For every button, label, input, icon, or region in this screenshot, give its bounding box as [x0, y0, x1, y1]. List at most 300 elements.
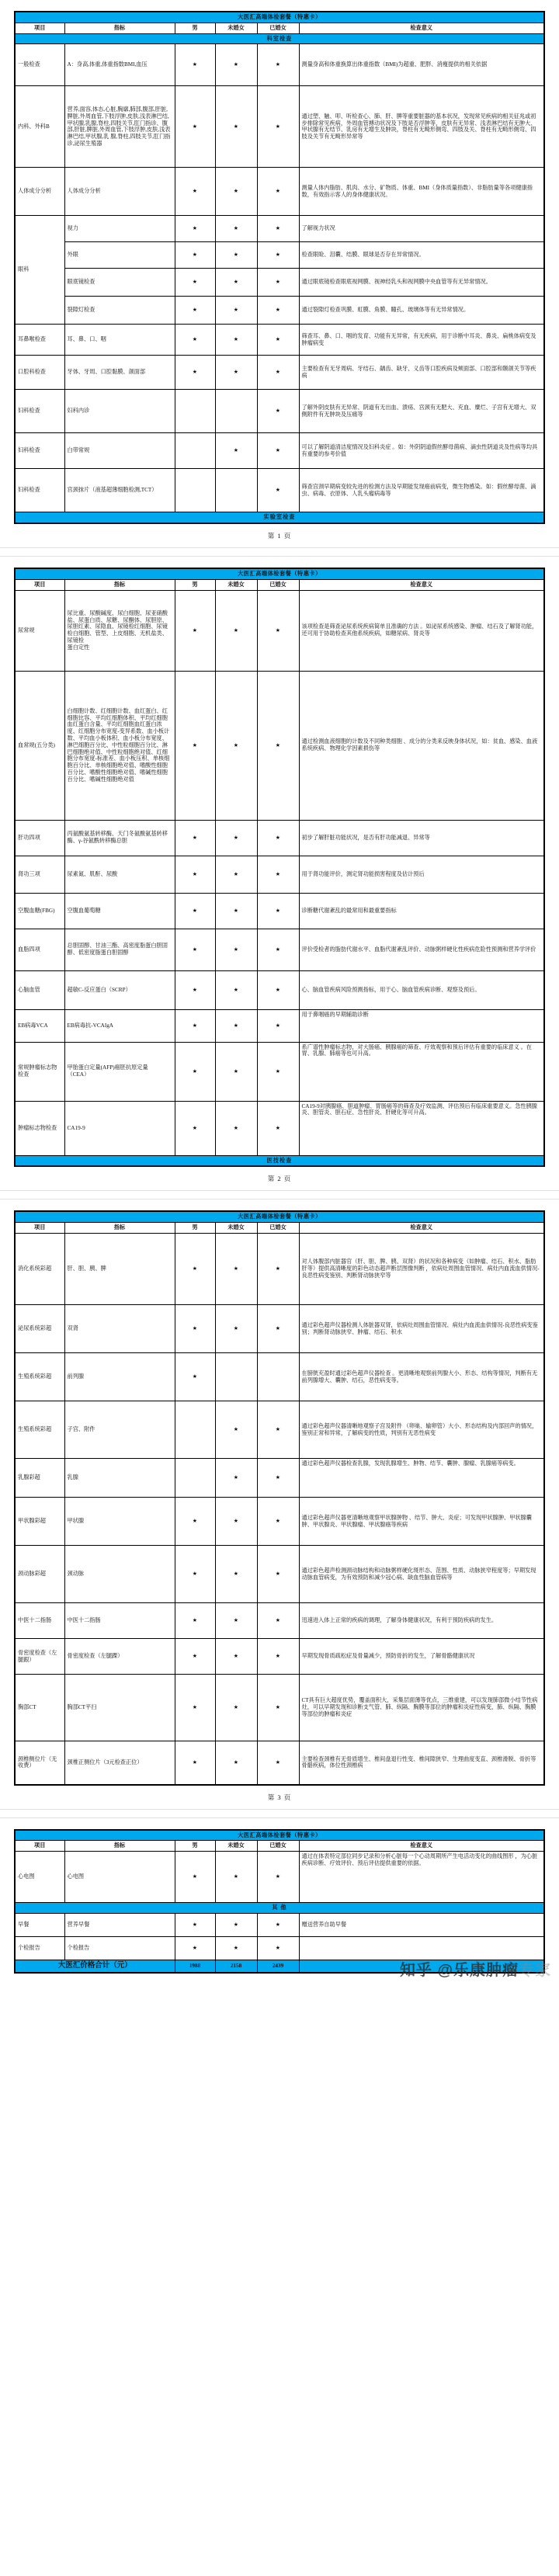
row-unmarried-mark: ★	[215, 1009, 257, 1042]
table-row	[15, 433, 544, 469]
row-married-mark: ★	[257, 433, 299, 469]
row-indicator: 白细胞计数、红细胞计数、血红蛋白、红细胞比容、平均红细胞体积、平均红细胞血红蛋白含量、平均红细胞血红蛋白浓度、红细胞分布宽度-变异系数、血小板计数、平均血小板体积、血小板分布宽度、淋巴细胞百分比、中性粒细胞百分比、淋巴细胞绝对值、中性粒细胞绝对值、红细胞分布宽度-标准差、血小板压积、单核细胞百分比、单核细胞绝对值、嗜酸性细胞百分比、嗜酸性细胞绝对值、嗜碱性细胞百分比、嗜碱性细胞绝对值	[64, 671, 175, 820]
row-meaning: 筛查宫颈早期病变较先进的检测方法及早期能发现癌前病变，微生物感染。如：假丝酵母菌、滴虫、病毒、衣原体、人乳头瘤病毒等	[299, 469, 544, 512]
row-male-mark: ★	[175, 1546, 215, 1603]
row-male-mark: ★	[175, 1675, 215, 1741]
row-unmarried-mark: ★	[215, 856, 257, 893]
row-married-mark: ★	[257, 356, 299, 390]
row-item: 肿瘤标志物检查	[15, 1101, 64, 1155]
price-total-married: 2439	[257, 1960, 299, 1973]
row-unmarried-mark: ★	[215, 242, 257, 269]
row-married-mark: ★	[257, 1741, 299, 1785]
table-row	[15, 325, 544, 356]
row-indicator: 营养,面容,体态,心脏,胸廓,肺部,腹部,肝脏,脾脏,外周血管,下肢浮肿,皮肤,浅表淋巴结,甲状腺,乳腺,脊柱,四肢关节,肛门指诊、腹部,肝脏,脾脏,外周血管,下肢浮肿,皮肤,浅表淋巴结,甲状腺,乳 腺,脊柱,四肢关节,肛门指诊,泌尿生殖器	[64, 86, 175, 168]
row-meaning: 该项检查是筛查泌尿系统疾病简单且准确的方法 。如泌尿系统感染、肿瘤、结石及了解肾功能，还可用于协助检查其他系统疾病，如糖尿病、肾炎等	[299, 590, 544, 671]
table-title-row	[15, 568, 544, 579]
row-indicator: 外眼	[64, 242, 175, 269]
row-indicator: 颈椎正侧位片（3元检查正位）	[64, 1741, 175, 1785]
row-item: 中医十二指肠	[15, 1603, 64, 1639]
table-row	[15, 86, 544, 168]
table-row	[15, 1936, 544, 1960]
table-row	[15, 1009, 544, 1042]
row-indicator: 尿素氮、肌酐、尿酸	[64, 856, 175, 893]
row-married-mark: ★	[257, 168, 299, 216]
row-unmarried-mark: ★	[215, 86, 257, 168]
table-row	[15, 1305, 544, 1353]
row-item: 乳腺彩超	[15, 1459, 64, 1498]
row-item: 人体成分分析	[15, 168, 64, 216]
row-unmarried-mark: ★	[215, 1401, 257, 1459]
row-male-mark: ★	[175, 820, 215, 856]
row-unmarried-mark: ★	[215, 1936, 257, 1960]
document-page-3	[0, 1199, 559, 1808]
page-number: 第 1 页	[267, 532, 292, 540]
section-header-lab	[15, 512, 544, 523]
row-married-mark: ★	[257, 1913, 299, 1936]
row-male-mark: ★	[175, 297, 215, 325]
row-unmarried-mark: ★	[215, 970, 257, 1009]
row-meaning: 早期发现骨质疏松症及骨量减少，预防骨折的发生，了解骨骼健康状况	[299, 1639, 544, 1675]
row-meaning: 通过彩色超声仪器更清晰地观察甲状腺肿物 、结节、肿大、炎症；可发现甲状腺肿、甲状腺囊肿、甲状腺炎、甲状腺瘤、甲状腺癌等疾病	[299, 1498, 544, 1546]
row-item: 妇科检查	[15, 433, 64, 469]
row-unmarried-mark: ★	[215, 1234, 257, 1305]
row-male-mark	[175, 390, 215, 433]
table-row	[15, 269, 544, 297]
row-male-mark: ★	[175, 1042, 215, 1101]
row-indicator: 尿比重、尿酸碱度、尿白细胞、尿亚硝酸盐、尿蛋白质、尿糖、尿酮体、尿胆原、尿胆红素、尿隐血、尿镜检红细胞、尿镜检白细胞、管型、上皮细胞、无机盐类、尿镜检 蛋白定性	[64, 590, 175, 671]
row-item: 颈椎侧位片（无收费）	[15, 1741, 64, 1785]
row-indicator: 双肾	[64, 1305, 175, 1353]
table-row	[15, 929, 544, 970]
row-male-mark: ★	[175, 1603, 215, 1639]
row-married-mark: ★	[257, 1459, 299, 1498]
row-indicator: 白带常规	[64, 433, 175, 469]
row-meaning: CT具有巨大超度优势，覆盖面积大，采集层面薄等优点，三维重建，可以发现肺部微小结节性病灶，可以早期发现和诊断支气管、肺、纵隔、胸膜等部位的肿瘤和炎症性病变，肺、纵隔、胸膜等部位的肿瘤和炎症	[299, 1675, 544, 1741]
row-meaning: 评价受检者的脂肪代谢水平、血脂代谢紊乱评价、动脉粥样硬化性疾病危险性预测和营养学评价	[299, 929, 544, 970]
row-male-mark: ★	[175, 893, 215, 929]
row-male-mark: ★	[175, 44, 215, 86]
row-unmarried-mark: ★	[215, 1675, 257, 1741]
table-title: 大医汇高端体检套餐（特惠卡）	[15, 12, 544, 23]
row-male-mark: ★	[175, 1353, 215, 1401]
table-row	[15, 44, 544, 86]
row-item: 甲状腺彩超	[15, 1498, 64, 1546]
row-male-mark: ★	[175, 242, 215, 269]
row-unmarried-mark: ★	[215, 1101, 257, 1155]
table-row	[15, 168, 544, 216]
row-married-mark: ★	[257, 1234, 299, 1305]
row-unmarried-mark: ★	[215, 1498, 257, 1546]
row-married-mark: ★	[257, 929, 299, 970]
row-unmarried-mark: ★	[215, 1913, 257, 1936]
row-male-mark: ★	[175, 168, 215, 216]
table-row	[15, 856, 544, 893]
row-meaning: 通过塑、触、叩、听检查心、肺、肝、脾等重要脏器的基本状况，发现常见疾病的相关征兆或初步排除常见疾病，外周血管搏动状况及下肢是否浮肿等，皮肤有无异常、浅表淋巴结有无肿大、甲状腺有无结节、乳房有无增生及肿块，脊柱有无畸形侧弯、四肢及关、脊柱有无畸形侧弯、四肢及关节有无畸形异常等	[299, 86, 544, 168]
row-indicator: 胸部CT平扫	[64, 1675, 175, 1741]
row-married-mark: ★	[257, 1852, 299, 1903]
table-row	[15, 1913, 544, 1936]
row-item: 肾功三项	[15, 856, 64, 893]
col-header-unmarried-female: 未婚女	[215, 1223, 257, 1234]
row-married-mark: ★	[257, 820, 299, 856]
table-row	[15, 1675, 544, 1741]
table-title: 大医汇高端体检套餐（特惠卡）	[15, 1830, 544, 1841]
row-meaning: 通过检测血液细胞的计数及不同种类细胞 、成分的分类来反映身体状况，如：贫血、感染、血液系统疾病、物理化学因素损伤等	[299, 671, 544, 820]
row-male-mark	[175, 1459, 215, 1498]
table-row	[15, 970, 544, 1009]
row-married-mark	[257, 1353, 299, 1401]
row-item: 内科、外科B	[15, 86, 64, 168]
row-male-mark: ★	[175, 1741, 215, 1785]
row-married-mark: ★	[257, 1639, 299, 1675]
col-header-male: 男	[175, 1223, 215, 1234]
row-married-mark: ★	[257, 671, 299, 820]
row-male-mark: ★	[175, 216, 215, 242]
row-item: 泌尿系统彩超	[15, 1305, 64, 1353]
document-page-2	[0, 557, 559, 1190]
row-meaning: 通过彩色超声仪器检查乳腺，发现乳腺增生、肿物、结节、囊肿、腺瘤、乳腺癌等病变。	[299, 1459, 544, 1498]
col-header-married-female: 已婚女	[257, 23, 299, 33]
section-header-other	[15, 1903, 544, 1914]
col-header-meaning: 检查意义	[299, 1841, 544, 1852]
section-label: 其 他	[15, 1903, 544, 1914]
table-row	[15, 820, 544, 856]
row-item: 胸部CT	[15, 1675, 64, 1741]
row-meaning: 迅速进入体上正常的疾病的调理，了解身体健康状况，有利于预防疾病的发生。	[299, 1603, 544, 1639]
row-married-mark: ★	[257, 390, 299, 433]
row-male-mark: ★	[175, 929, 215, 970]
table-row	[15, 1459, 544, 1498]
col-header-meaning: 检查意义	[299, 579, 544, 590]
row-item: 个检报告	[15, 1936, 64, 1960]
row-unmarried-mark: ★	[215, 325, 257, 356]
table-row	[15, 1852, 544, 1903]
col-header-item: 项目	[15, 1223, 64, 1234]
row-meaning: 主要检查颈椎有无骨质增生、椎间盘退行性变、椎间隙狭窄、生理曲度变直、颈椎滑脱、骨折等骨骼疾病，体位性颈椎病	[299, 1741, 544, 1785]
table-row	[15, 1603, 544, 1639]
row-indicator: EB病毒抗-VCAIgA	[64, 1009, 175, 1042]
page-separator	[0, 1190, 559, 1199]
row-meaning: 可以了解阴道清洁度情况及妇科炎症 。如：外阴阴道假丝酵母菌病、滴虫性阴道炎及性病等均具有重要的参考价值	[299, 433, 544, 469]
col-header-item: 项目	[15, 23, 64, 33]
exam-table-page-2	[14, 568, 545, 1167]
row-meaning: 检查眼睑、泪囊、结膜、眼球是否存在异常情况。	[299, 242, 544, 269]
row-item: EB病毒VCA	[15, 1009, 64, 1042]
col-header-indicator: 指标	[64, 1841, 175, 1852]
col-header-item: 项目	[15, 579, 64, 590]
row-unmarried-mark: ★	[215, 1042, 257, 1101]
row-male-mark: ★	[175, 356, 215, 390]
table-row	[15, 1401, 544, 1459]
row-meaning: 通过眼底镜检查眼底视网膜、视神经乳头和视网膜中央血管等有无异常情况。	[299, 269, 544, 297]
row-indicator: 牙体、牙周、口腔黏膜、颌面部	[64, 356, 175, 390]
col-header-item: 项目	[15, 1841, 64, 1852]
row-meaning: 通过裂隙灯检查巩膜、虹膜、角膜、瞳孔、玻璃体等有无异常情况。	[299, 297, 544, 325]
row-male-mark: ★	[175, 1101, 215, 1155]
row-married-mark: ★	[257, 242, 299, 269]
row-indicator: 空腹血葡萄糖	[64, 893, 175, 929]
row-meaning: 通过彩色超声检测颈动脉结构和动脉粥样硬化斑形态、范围、性质、动脉狭窄程度等；早期发现动脉血管病变，为有效预防和减少冠心病、缺血性脑血管病等	[299, 1546, 544, 1603]
table-row	[15, 1639, 544, 1675]
row-meaning: 对人体腹部内脏器官（肝、胆、脾、胰、双肾）的状况和各种病变（如肿瘤、结石、积水、脂肪肝等）提供高清晰度的彩色动态超声断层图像判断 ，依病灶周围血管情况、病灶内血流血供情况-良恶性病变鉴别、判断肾动脉狭窄等	[299, 1234, 544, 1305]
row-unmarried-mark: ★	[215, 216, 257, 242]
row-male-mark: ★	[175, 1852, 215, 1903]
row-married-mark: ★	[257, 297, 299, 325]
section-header-department	[15, 33, 544, 44]
row-meaning: 测量人体内脂肪、肌肉、水分、矿物质、体重、BMI（身体质量指数）、非脂肪量等各项健康指数，有效指示客人的身体健康状况。	[299, 168, 544, 216]
row-item: 早餐	[15, 1913, 64, 1936]
col-header-indicator: 指标	[64, 23, 175, 33]
table-row	[15, 1042, 544, 1101]
row-unmarried-mark: ★	[215, 433, 257, 469]
row-meaning: 通过彩色超声仪器清晰地观察子宫及附件 （卵巢、输卵管）大小、形态结构及内部回声的情况，鉴别正常和异常，了解病变的性质，判别有无恶性病变	[299, 1401, 544, 1459]
row-married-mark: ★	[257, 590, 299, 671]
table-row	[15, 297, 544, 325]
col-header-meaning: 检查意义	[299, 1223, 544, 1234]
row-meaning: 诊断糖代谢紊乱的最常用和最重要指标	[299, 893, 544, 929]
col-header-male: 男	[175, 1841, 215, 1852]
row-married-mark: ★	[257, 325, 299, 356]
row-indicator: 子宫、附件	[64, 1401, 175, 1459]
section-label: 实验室检查	[15, 512, 544, 523]
col-header-indicator: 指标	[64, 579, 175, 590]
row-item: 妇科检查	[15, 390, 64, 433]
row-unmarried-mark: ★	[215, 671, 257, 820]
row-item: 血常规(五分类)	[15, 671, 64, 820]
col-header-meaning: 检查意义	[299, 23, 544, 33]
row-male-mark: ★	[175, 1639, 215, 1675]
row-item: 常规肿瘤标志物检查	[15, 1042, 64, 1101]
row-unmarried-mark: ★	[215, 356, 257, 390]
row-indicator: 颈动脉	[64, 1546, 175, 1603]
row-male-mark: ★	[175, 1234, 215, 1305]
table-row	[15, 242, 544, 269]
table-header-row	[15, 579, 544, 590]
table-title-row	[15, 1830, 544, 1841]
row-married-mark: ★	[257, 1936, 299, 1960]
row-male-mark: ★	[175, 86, 215, 168]
col-header-male: 男	[175, 579, 215, 590]
table-row	[15, 390, 544, 433]
row-meaning: 通过彩色超声仪器检测人体脏器双肾，依病灶周围血管情况、病灶内血流血供情况-良恶性病变鉴别；判断肾动脉狭窄、肿瘤、结石、积水	[299, 1305, 544, 1353]
row-indicator: 肝、胆、胰、脾	[64, 1234, 175, 1305]
price-total-male: 1988	[175, 1960, 215, 1973]
col-header-married-female: 已婚女	[257, 579, 299, 590]
row-indicator: 总胆固醇、甘油三酯、高密度脂蛋白胆固醇、低密度脂蛋白胆固醇	[64, 929, 175, 970]
row-meaning: 用于鼻咽癌的早期辅助诊断	[299, 1009, 544, 1042]
row-item: 耳鼻喉检查	[15, 325, 64, 356]
row-item: 血脂四项	[15, 929, 64, 970]
row-unmarried-mark: ★	[215, 893, 257, 929]
row-male-mark: ★	[175, 1305, 215, 1353]
row-indicator: 眼底镜检查	[64, 269, 175, 297]
row-item: 口腔科检查	[15, 356, 64, 390]
price-total-unmarried: 2158	[215, 1960, 257, 1973]
table-row	[15, 1546, 544, 1603]
table-row	[15, 893, 544, 929]
row-indicator: 前列腺	[64, 1353, 175, 1401]
row-meaning: 了解外阴皮肤有无异常、阴道有无出血、溃疡、宫颈有无肥大、充血、糜烂、子宫有无增大、双侧附件有无肿块及压痛等	[299, 390, 544, 433]
row-unmarried-mark: ★	[215, 1546, 257, 1603]
price-total-row	[15, 1960, 544, 1973]
row-married-mark: ★	[257, 44, 299, 86]
row-married-mark: ★	[257, 1498, 299, 1546]
row-male-mark: ★	[175, 325, 215, 356]
row-meaning: 初步了解肝脏功能状况，是否有肝功能减退、异常等	[299, 820, 544, 856]
row-unmarried-mark: ★	[215, 590, 257, 671]
page-separator	[0, 1809, 559, 1818]
row-indicator: 丙氨酸氨基转移酶、天门冬氨酸氨基转移酶、γ-谷氨酰转移酶总胆	[64, 820, 175, 856]
row-meaning: 系广谱性肿瘤标志物，对大肠癌、胰腺癌的筛查、疗效观察和预后评估有重要的临床意义 。在胃、乳腺、肺癌等也可升高。	[299, 1042, 544, 1101]
row-indicator: 宫颈抹片（液基超薄细胞检测,TCT）	[64, 469, 175, 512]
watermark-main: 知乎 @乐康肿瘤	[399, 1962, 519, 1980]
row-meaning: 测量身高和体重换算出体重指数（BMI)为超重、肥胖、消瘦提供的相关依据	[299, 44, 544, 86]
row-indicator: 裂隙灯检查	[64, 297, 175, 325]
row-married-mark: ★	[257, 216, 299, 242]
page-number: 第 2 页	[267, 1175, 292, 1183]
exam-table-page-4	[14, 1829, 545, 1974]
watermark-fade: 专家	[519, 1962, 551, 1980]
row-meaning: CA19-9对胰腺癌、胆道肿瘤、胃肠癌等的筛查及疗效监测、评估预后有临床重要意义。急性胰腺炎、胆管炎、胆石症、急性肝炎、肝硬化等可升高。	[299, 1101, 544, 1155]
row-item: 生殖系统彩超	[15, 1353, 64, 1401]
row-meaning: 了解视力状况	[299, 216, 544, 242]
row-meaning: 心、脑血管疾病风险预测指标，用于心、脑血管疾病诊断、观察及预后。	[299, 970, 544, 1009]
row-indicator: 视力	[64, 216, 175, 242]
row-male-mark: ★	[175, 970, 215, 1009]
table-header-row	[15, 1223, 544, 1234]
row-indicator: 中医十二指肠	[64, 1603, 175, 1639]
row-meaning: 在膀胱充盈时通过彩色超声仪器检查 。更清晰地观察前列腺大小、形态、结构等情况，判断有无前列腺增大、囊肿、结石，恶性病变等。	[299, 1353, 544, 1401]
table-title: 大医汇高端体检套餐（特惠卡）	[15, 1211, 544, 1222]
row-married-mark: ★	[257, 469, 299, 512]
row-item: 空腹血糖(FBG)	[15, 893, 64, 929]
exam-table-page-3	[14, 1210, 545, 1785]
table-row	[15, 1498, 544, 1546]
table-title: 大医汇高端体检套餐（特惠卡）	[15, 568, 544, 579]
row-indicator: 超敏C-反应蛋白（SCRP）	[64, 970, 175, 1009]
row-male-mark	[175, 1401, 215, 1459]
row-male-mark: ★	[175, 1498, 215, 1546]
col-header-indicator: 指标	[64, 1223, 175, 1234]
table-row	[15, 469, 544, 512]
row-married-mark: ★	[257, 856, 299, 893]
table-row	[15, 1101, 544, 1155]
row-male-mark: ★	[175, 1009, 215, 1042]
table-row	[15, 671, 544, 820]
price-total-meaning	[299, 1960, 544, 1973]
row-male-mark: ★	[175, 1913, 215, 1936]
col-header-unmarried-female: 未婚女	[215, 579, 257, 590]
table-header-row	[15, 23, 544, 33]
row-unmarried-mark: ★	[215, 297, 257, 325]
row-indicator: 心电图	[64, 1852, 175, 1903]
price-total-label: 大医汇价格合计（元）	[15, 1960, 175, 1973]
row-unmarried-mark	[215, 469, 257, 512]
section-label: 医技检查	[15, 1155, 544, 1166]
row-meaning: 用于肾功能评价，测定肾功能损害程度及估计预后	[299, 856, 544, 893]
row-male-mark: ★	[175, 590, 215, 671]
row-unmarried-mark: ★	[215, 269, 257, 297]
col-header-married-female: 已婚女	[257, 1223, 299, 1234]
row-indicator: 乳腺	[64, 1459, 175, 1498]
page-separator	[0, 547, 559, 557]
row-married-mark: ★	[257, 1675, 299, 1741]
row-item: 尿常规	[15, 590, 64, 671]
row-indicator: A：身高,体重,体重指数BMI,血压	[64, 44, 175, 86]
row-meaning	[299, 1936, 544, 1960]
row-indicator: 甲状腺	[64, 1498, 175, 1546]
row-male-mark: ★	[175, 671, 215, 820]
row-unmarried-mark: ★	[215, 1639, 257, 1675]
row-unmarried-mark: ★	[215, 1459, 257, 1498]
row-meaning: 赠送营养自助早餐	[299, 1913, 544, 1936]
row-married-mark: ★	[257, 1009, 299, 1042]
row-indicator: 个检报告	[64, 1936, 175, 1960]
row-indicator: 骨密度检查（左腿踝）	[64, 1639, 175, 1675]
table-row	[15, 1741, 544, 1785]
row-unmarried-mark: ★	[215, 929, 257, 970]
row-item: 肝功四项	[15, 820, 64, 856]
row-married-mark: ★	[257, 1401, 299, 1459]
row-item: 心脑血管	[15, 970, 64, 1009]
row-married-mark: ★	[257, 970, 299, 1009]
row-unmarried-mark: ★	[215, 1741, 257, 1785]
document-page-4	[0, 1818, 559, 1985]
document-page-1	[0, 0, 559, 547]
col-header-unmarried-female: 未婚女	[215, 23, 257, 33]
row-indicator: 耳、鼻、口、咽	[64, 325, 175, 356]
exam-table-page-1	[14, 11, 545, 524]
row-unmarried-mark: ★	[215, 168, 257, 216]
row-indicator: 妇科内诊	[64, 390, 175, 433]
row-item: 颈动脉彩超	[15, 1546, 64, 1603]
row-married-mark: ★	[257, 1603, 299, 1639]
row-meaning: 主要检查有无牙周病、牙结石、龋齿、缺牙、义齿等口腔疾病及颊面部、口腔部和颞颌关节等疾病	[299, 356, 544, 390]
row-unmarried-mark: ★	[215, 820, 257, 856]
col-header-married-female: 已婚女	[257, 1841, 299, 1852]
section-header-medtech	[15, 1155, 544, 1166]
row-unmarried-mark: ★	[215, 1603, 257, 1639]
table-row	[15, 1234, 544, 1305]
row-unmarried-mark: ★	[215, 1305, 257, 1353]
table-row	[15, 1353, 544, 1401]
table-header-row	[15, 1841, 544, 1852]
row-unmarried-mark: ★	[215, 1852, 257, 1903]
row-item: 骨密度检查（左腿跟）	[15, 1639, 64, 1675]
col-header-unmarried-female: 未婚女	[215, 1841, 257, 1852]
row-married-mark: ★	[257, 1546, 299, 1603]
row-male-mark: ★	[175, 269, 215, 297]
row-indicator: 人体成分分析	[64, 168, 175, 216]
row-unmarried-mark: ★	[215, 44, 257, 86]
row-item-group-eye: 眼科	[15, 216, 64, 325]
row-item: 妇科检查	[15, 469, 64, 512]
row-item: 心电图	[15, 1852, 64, 1903]
row-meaning: 筛查耳、鼻、口、咽的发育、功能有无异常，有无疾病，用于诊断中耳炎、鼻炎、扁桃体病变及肿瘤病变	[299, 325, 544, 356]
page-number: 第 3 页	[267, 1793, 292, 1801]
row-item: 生殖系统彩超	[15, 1401, 64, 1459]
row-unmarried-mark	[215, 390, 257, 433]
row-married-mark: ★	[257, 1101, 299, 1155]
row-indicator: 甲胎蛋白定量(AFP)癌胚抗原定量 （CEA）	[64, 1042, 175, 1101]
row-married-mark: ★	[257, 269, 299, 297]
table-row	[15, 356, 544, 390]
row-married-mark: ★	[257, 1042, 299, 1101]
col-header-male: 男	[175, 23, 215, 33]
row-male-mark	[175, 433, 215, 469]
row-male-mark: ★	[175, 856, 215, 893]
section-label: 科室检查	[15, 33, 544, 44]
